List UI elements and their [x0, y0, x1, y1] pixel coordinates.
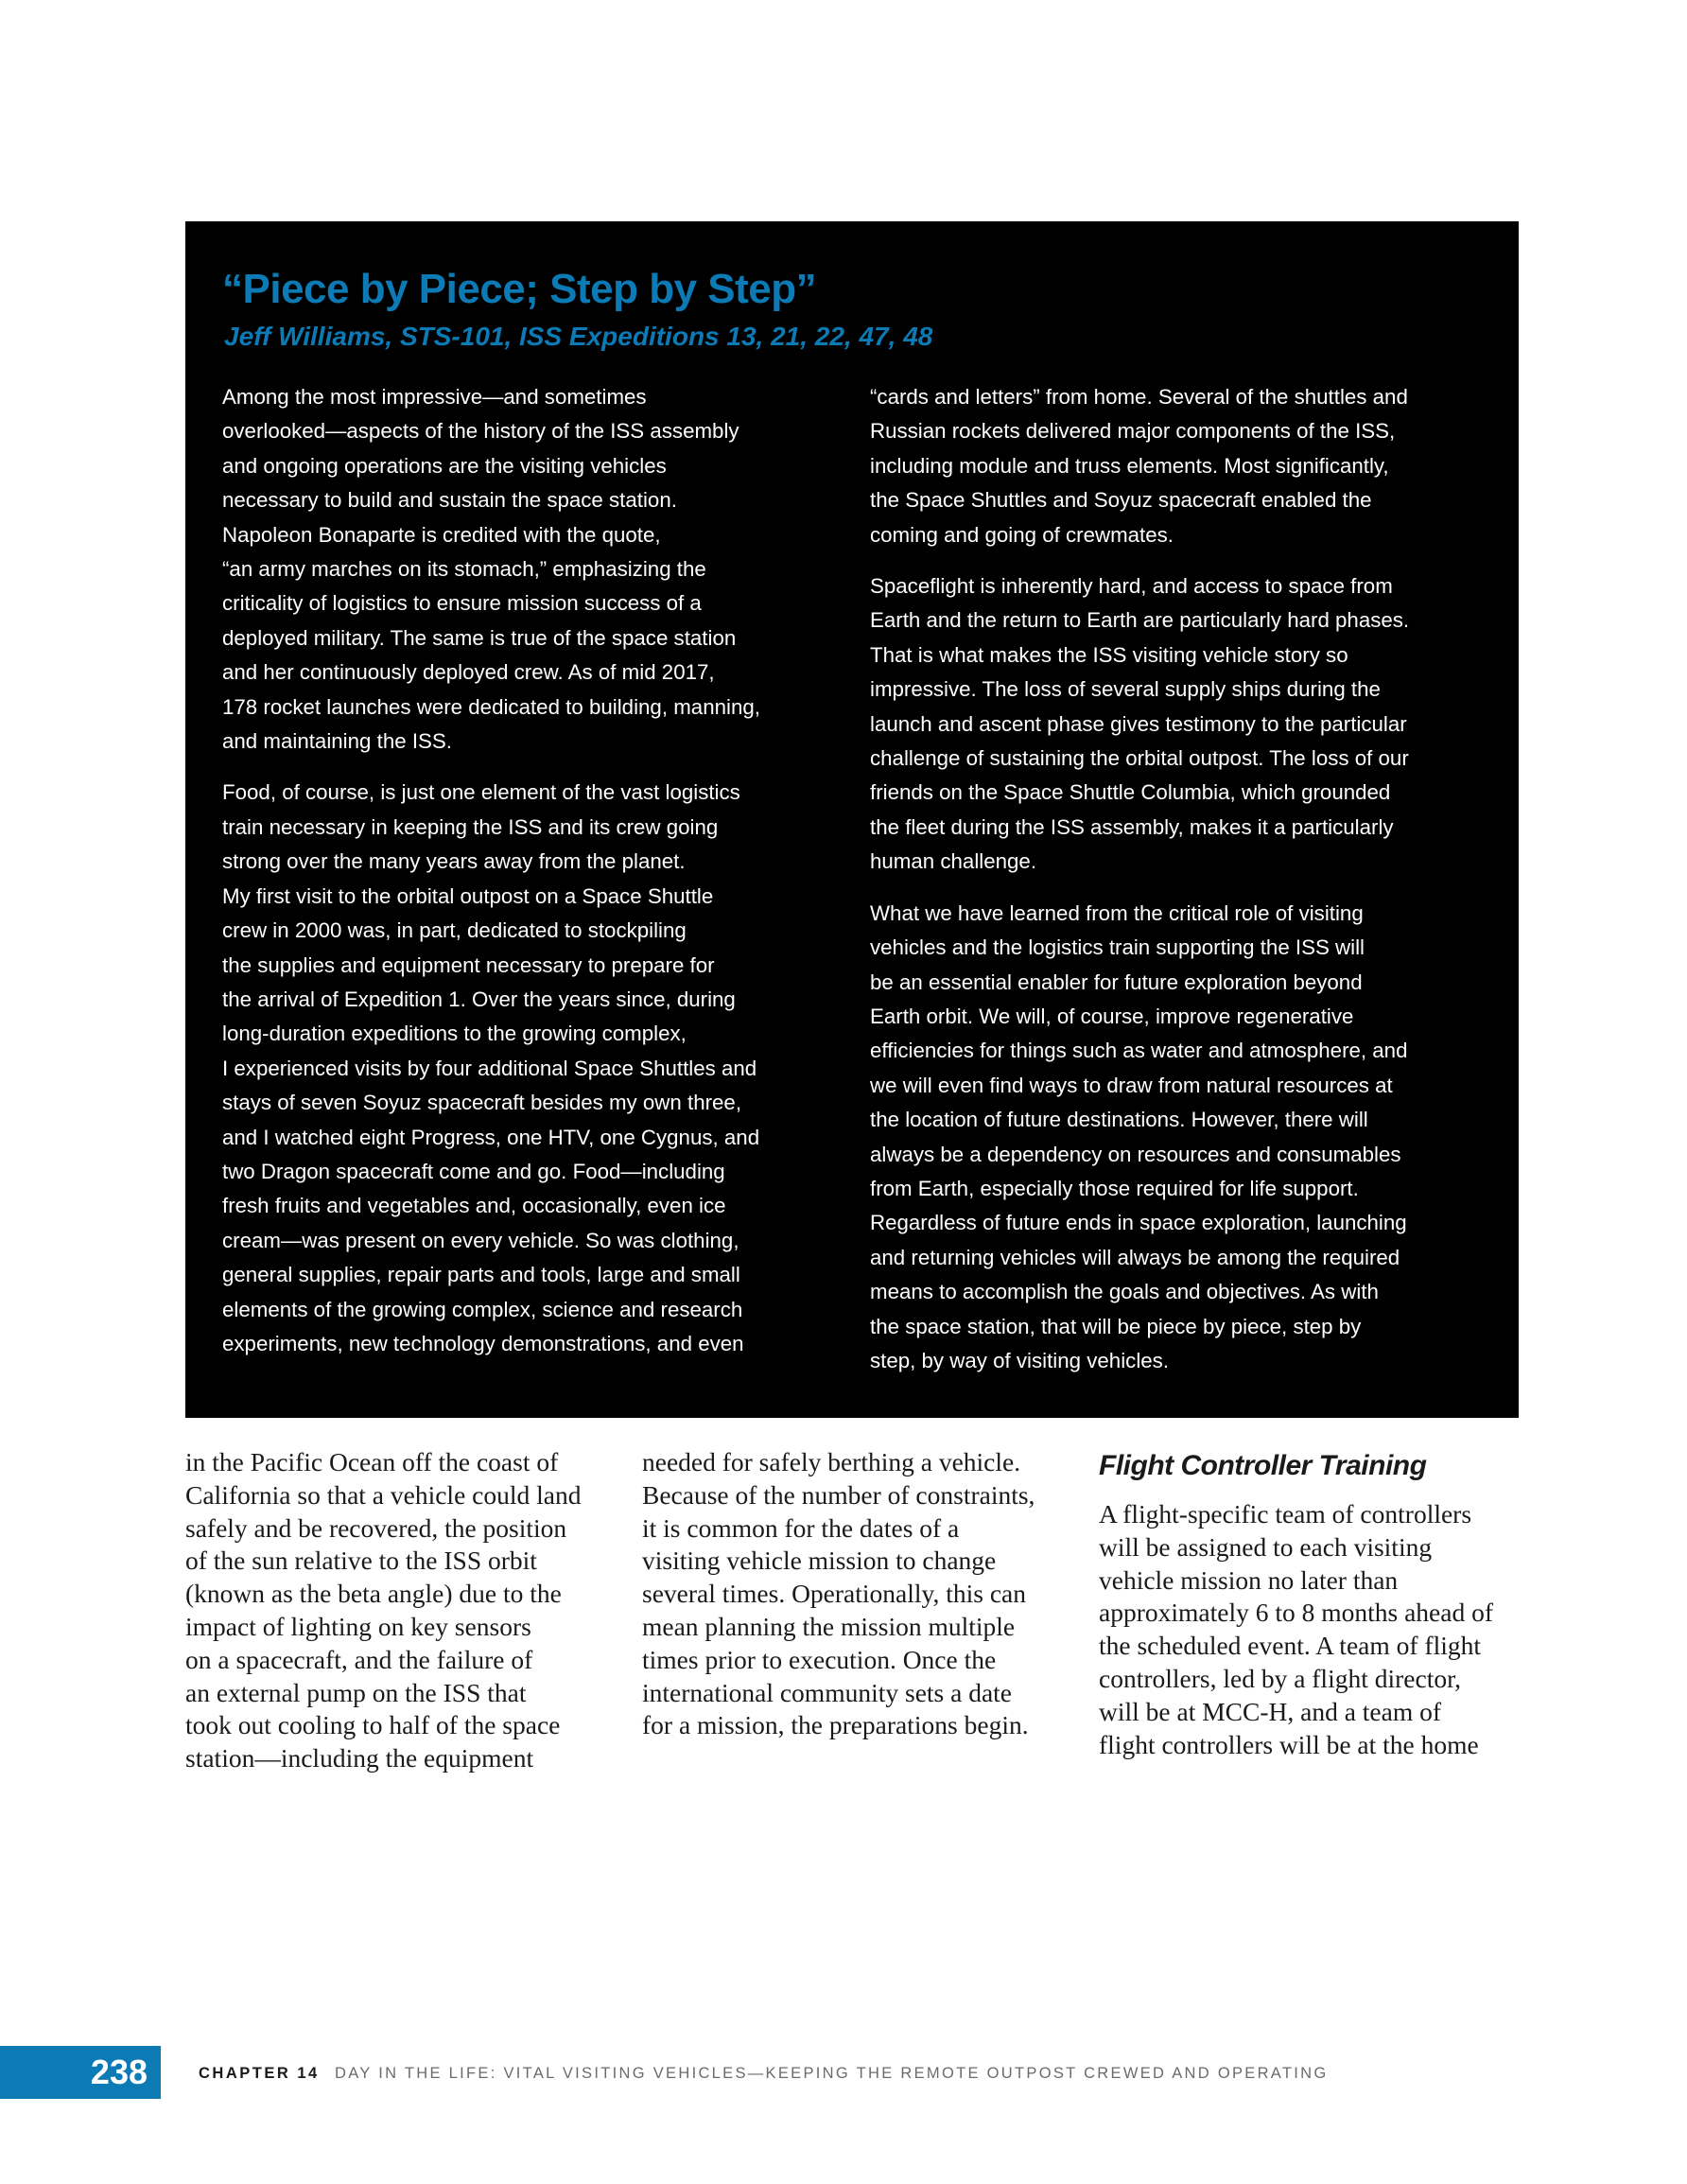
sidebar-paragraph: Food, of course, is just one element of the vast logistics train necessary in keeping the ISS and its crew going strong over the many years away from the planet. My first visit to the orbital outpost on a Space Shuttle crew in 2000 was, in part, dedicated to stockpiling the supplies and equipment necessary to prepare for the arrival of Expedition 1. Over the years since, during long-duration expeditions to the growing complex, I experienced visits by four additional Space Shuttles and stays of seven Soyuz spacecraft besides my own three, and I watched eight Progress, one HTV, one Cygnus, and two Dragon spacecraft come and go. Food—including fresh fruits and vegetables and, occasionally, even ice cream—was present on every vehicle. So was clothing, general supplies, repair parts and tools, large and small elements of the growing complex, science and research experiments, new technology demonstrations, and even [222, 780, 760, 1355]
sidebar-byline: Jeff Williams, STS-101, ISS Expeditions 13, 21, 22, 47, 48 [224, 322, 933, 351]
page-number: 238 [0, 2046, 161, 2099]
body-column-1: in the Pacific Ocean off the coast of California so that a vehicle could land safely and be recovered, the position of the sun relative to the ISS orbit (known as the beta angle) due to the impact of lighting on key sensors on a spacecraft, and the failure of an external pump on the ISS that took out cooling to half of the space station—including the equipment [185, 1447, 582, 1773]
sidebar-title: “Piece by Piece; Step by Step” [222, 266, 817, 312]
sidebar-paragraph: What we have learned from the critical role of visiting vehicles and the logistics train supporting the ISS will be an essential enabler for future exploration beyond Earth orbit. We will, of course, improve regenerative efficiencies for things such as water and atmosphere, and we will even find ways to draw from natural resources at the location of future destinations. However, there will always be a dependency on resources and consumables from Earth, especially those required for life support. Regardless of future ends in space exploration, launching and returning vehicles will always be among the required means to accomplish the goals and objectives. As with the space station, that will be piece by piece, step by step, by way of visiting vehicles. [870, 900, 1408, 1372]
body-column-3: A flight-specific team of controllers will be assigned to each visiting vehicle mission no later than approximately 6 to 8 months ahead of the scheduled event. A team of flight controllers, led by a flight director, will be at MCC-H, and a team of flight controllers will be at the home [1099, 1499, 1493, 1759]
sidebar-paragraph: Spaceflight is inherently hard, and access to space from Earth and the return to Earth are particularly hard phases. That is what makes the ISS visiting vehicle story so impressive. The loss of several supply ships during the launch and ascent phase gives testimony to the particular challenge of sustaining the orbital outpost. The loss of our friends on the Space Shuttle Columbia, which grounded the fleet during the ISS assembly, makes it a particularly human challenge. [870, 574, 1410, 874]
body-column-2: needed for safely berthing a vehicle. Because of the number of constraints, it is common for the dates of a visiting vehicle mission to change several times. Operationally, this can mean planning the mission multiple times prior to execution. Once the international community sets a date for a mission, the preparations begin. [642, 1447, 1035, 1740]
sidebar-paragraph: Among the most impressive—and sometimes overlooked—aspects of the history of the ISS assembly and ongoing operations are the visiting vehicles necessary to build and sustain the space station. Napoleon Bonaparte is credited with the quote, “an army marches on its stomach,” emphasizing the criticality of logistics to ensure mission success of a deployed military. The same is true of the space station and her continuously deployed crew. As of mid 2017, 178 rocket launches were dedicated to building, manning, and maintaining the ISS. [222, 385, 760, 754]
footer-chapter-title: DAY IN THE LIFE: VITAL VISITING VEHICLES—KEEPING THE REMOTE OUTPOST CREWED AND OPERATING [335, 2065, 1329, 2082]
section-heading: Flight Controller Training [1099, 1450, 1427, 1481]
footer-chapter-label: CHAPTER 14 [199, 2065, 320, 2082]
sidebar-left-column [222, 380, 865, 1361]
sidebar-right-column [870, 380, 1513, 1378]
sidebar-paragraph: “cards and letters” from home. Several of the shuttles and Russian rockets delivered major components of the ISS, including module and truss elements. Most significantly, the Space Shuttles and Soyuz spacecraft enabled the coming and going of crewmates. [870, 385, 1408, 547]
